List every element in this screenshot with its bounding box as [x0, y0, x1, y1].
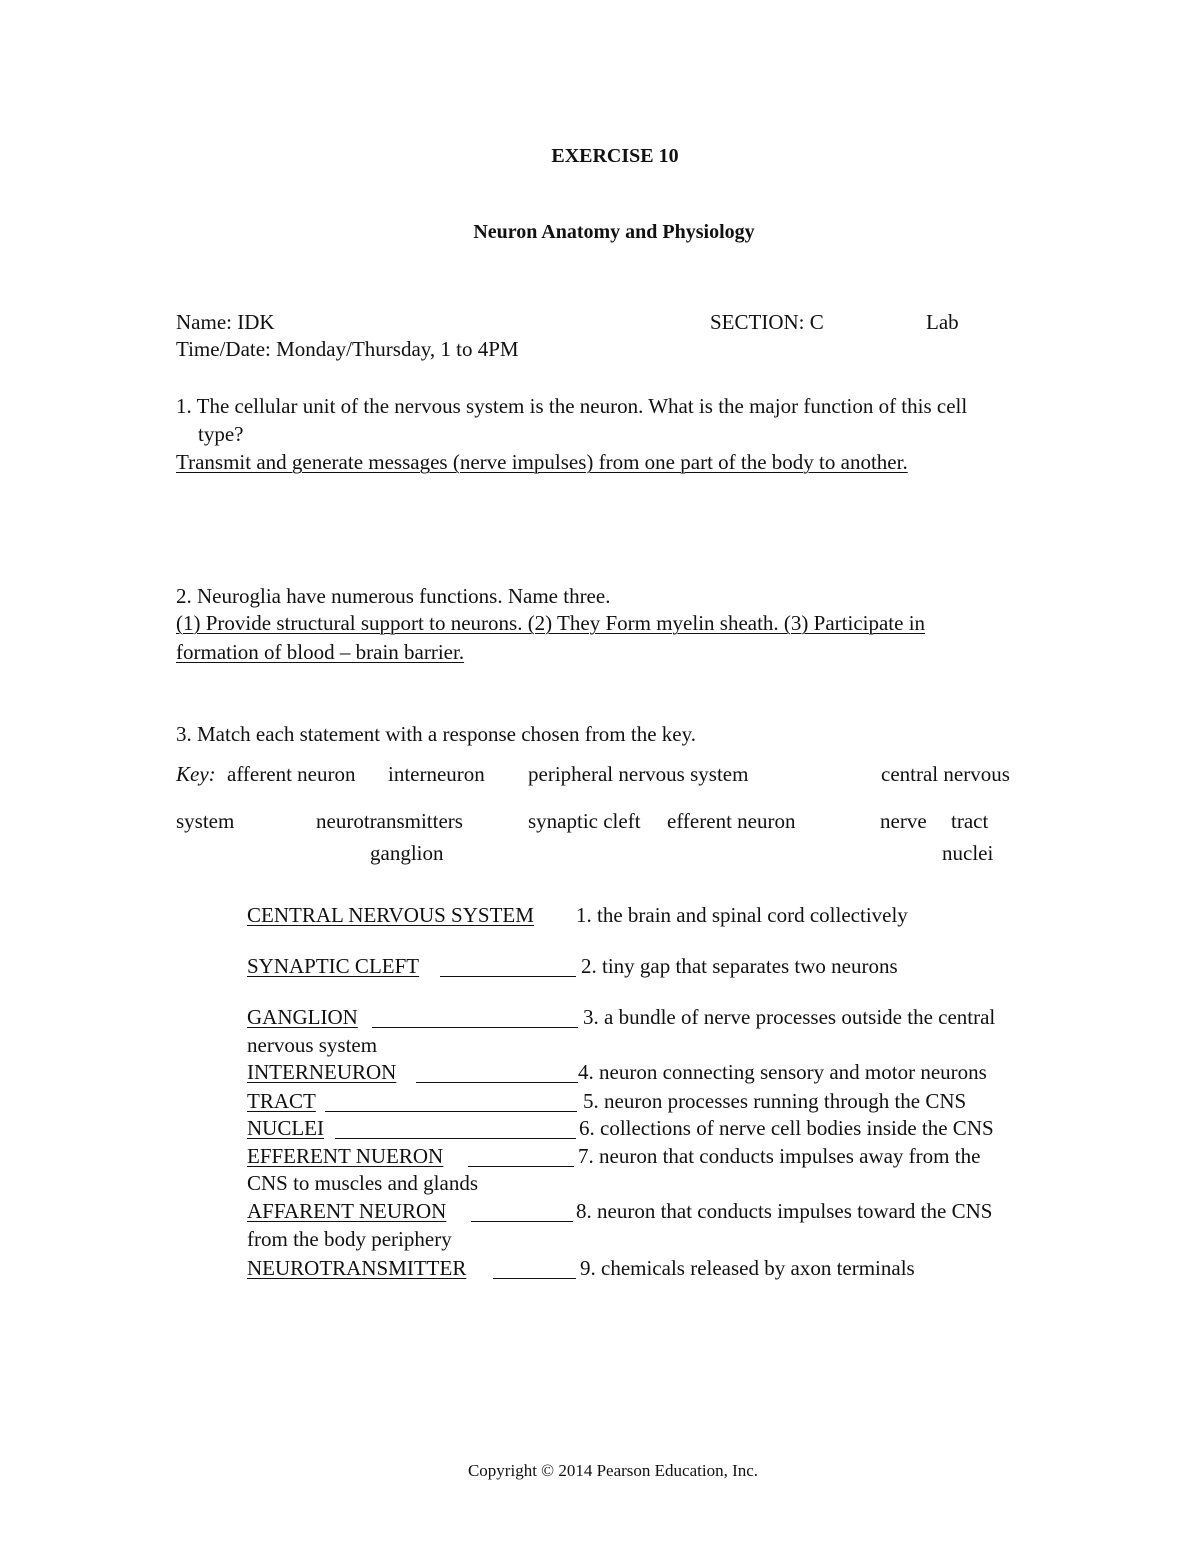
section-field: SECTION: C [710, 310, 824, 334]
match-answer: SYNAPTIC CLEFT [247, 954, 420, 978]
key-term: ganglion [370, 841, 444, 865]
exercise-number: EXERCISE 10 [551, 145, 679, 167]
match-statement-cont: from the body periphery [247, 1227, 452, 1251]
key-term: system [176, 809, 235, 833]
match-statement: 1. the brain and spinal cord collectively [576, 903, 908, 927]
answer-blank-line [493, 1278, 576, 1279]
key-term: tract [951, 809, 989, 833]
match-statement: 9. chemicals released by axon terminals [580, 1256, 915, 1280]
key-term: interneuron [388, 762, 485, 786]
match-answer: EFFERENT NUERON [247, 1144, 444, 1168]
key-term: nerve [880, 809, 927, 833]
copyright-footer: Copyright © 2014 Pearson Education, Inc. [467, 1461, 759, 1480]
match-answer: NUCLEI [247, 1116, 324, 1140]
match-statement: 4. neuron connecting sensory and motor neurons [578, 1060, 987, 1084]
answer-blank-line [372, 1027, 578, 1028]
key-term: neurotransmitters [316, 809, 463, 833]
page-title: Neuron Anatomy and Physiology [473, 221, 755, 243]
match-answer: TRACT [247, 1089, 316, 1113]
key-term: synaptic cleft [528, 809, 641, 833]
key-term: central nervous [881, 762, 1010, 786]
match-statement: 7. neuron that conducts impulses away from the [578, 1144, 981, 1168]
key-term: peripheral nervous system [528, 762, 749, 786]
match-answer: NEUROTRANSMITTER [247, 1256, 467, 1280]
match-statement: 3. a bundle of nerve processes outside the central [583, 1005, 996, 1029]
match-answer: CENTRAL NERVOUS SYSTEM [247, 903, 534, 927]
q3-text: 3. Match each statement with a response chosen from the key. [176, 722, 696, 746]
match-statement: 8. neuron that conducts impulses toward the CNS [576, 1199, 993, 1223]
name-field: Name: IDK [176, 310, 275, 334]
match-answer: INTERNEURON [247, 1060, 397, 1084]
key-term: afferent neuron [227, 762, 356, 786]
match-statement-cont: CNS to muscles and glands [247, 1171, 478, 1195]
lab-label: Lab [926, 310, 959, 334]
q1-answer: Transmit and generate messages (nerve impulses) from one part of the body to another. [176, 450, 908, 474]
q2-text: 2. Neuroglia have numerous functions. Name three. [176, 584, 611, 608]
match-answer: GANGLION [247, 1005, 358, 1029]
answer-blank-line [416, 1082, 578, 1083]
match-statement: 6. collections of nerve cell bodies inside the CNS [579, 1116, 994, 1140]
match-statement: 5. neuron processes running through the CNS [583, 1089, 967, 1113]
answer-blank-line [325, 1111, 577, 1112]
time-date-field: Time/Date: Monday/Thursday, 1 to 4PM [176, 337, 519, 361]
answer-blank-line [335, 1138, 576, 1139]
answer-blank-line [468, 1166, 574, 1167]
q2-answer-line1: (1) Provide structural support to neurons. (2) They Form myelin sheath. (3) Participate in [176, 611, 926, 635]
q1-text: 1. The cellular unit of the nervous system is the neuron. What is the major function of this cell [176, 394, 968, 418]
match-statement: 2. tiny gap that separates two neurons [581, 954, 898, 978]
key-term: nuclei [942, 841, 994, 865]
q1-text-cont: type? [198, 422, 244, 446]
answer-blank-line [471, 1221, 573, 1222]
key-label: Key: [176, 762, 216, 786]
key-term: efferent neuron [667, 809, 796, 833]
answer-blank-line [440, 976, 576, 977]
q2-answer-line2: formation of blood – brain barrier. [176, 640, 465, 664]
match-statement-cont: nervous system [247, 1033, 378, 1057]
match-answer: AFFARENT NEURON [247, 1199, 447, 1223]
